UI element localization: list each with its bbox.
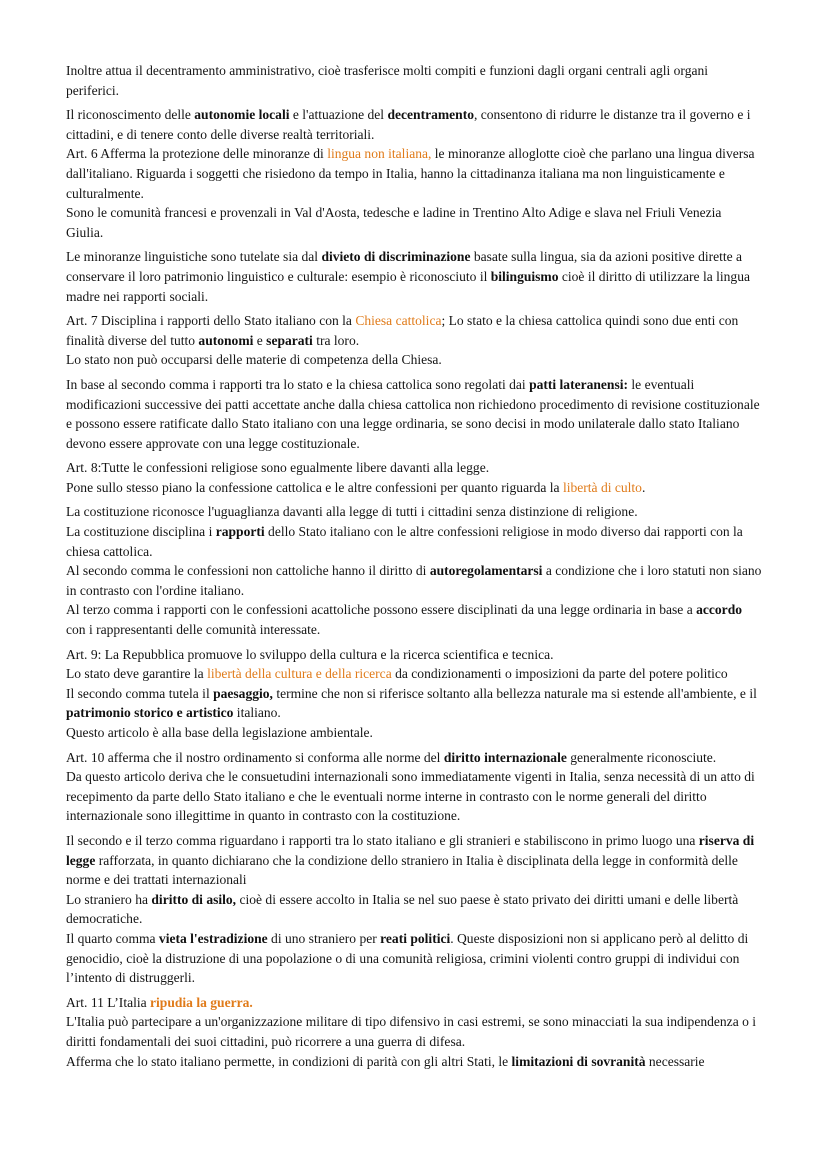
text-run: con i rappresentanti delle comunità interessate.: [66, 622, 321, 638]
highlighted-term: Chiesa cattolica: [355, 313, 442, 329]
text-run: La costituzione riconosce l'uguaglianza davanti alla legge di tutti i cittadini senza distinzione di religione.: [66, 504, 638, 520]
text-run: Art. 7 Disciplina i rapporti dello Stato italiano con la: [66, 313, 356, 329]
highlighted-term: libertà di culto: [562, 479, 642, 495]
paragraph: [66, 247, 762, 306]
text-run: a condizione che i loro statuti non siano in contrasto con l'ordine italiano.: [66, 563, 762, 598]
bold-term: paesaggio,: [213, 685, 273, 701]
text-run: le eventuali modificazioni successive dei patti accettate anche dalla chiesa cattolica non richiedono procedimento di revisione costituzionale e possono essere ratificate dallo Stato italiano con una legge ordinaria, se sono decisi in modo unilaterale dallo stato Italiano devono essere approvate con una legge costituzionale.: [66, 376, 760, 451]
text-run: Pone sullo stesso piano la confessione cattolica e le altre confessioni per quanto riguarda la: [66, 479, 563, 495]
text-run: Afferma che lo stato italiano permette, in condizioni di parità con gli altri Stati, le: [66, 1053, 512, 1069]
paragraph: [66, 502, 762, 639]
paragraph: [66, 993, 762, 1071]
bold-term: decentramento: [387, 107, 474, 123]
text-run: Art. 6 Afferma la protezione delle minoranze di: [66, 146, 328, 162]
text-run: Al secondo comma le confessioni non cattoliche hanno il diritto di: [66, 563, 430, 579]
bold-term: autonomie locali: [194, 107, 290, 123]
text-run: Lo stato non può occuparsi delle materie di competenza della Chiesa.: [66, 352, 442, 368]
text-run: di uno straniero per: [267, 930, 381, 946]
text-run: Al terzo comma i rapporti con le confessioni acattoliche possono essere disciplinati da una legge ordinaria in base a: [66, 602, 697, 618]
bold-term: bilinguismo: [490, 268, 559, 284]
text-run: Questo articolo è alla base della legislazione ambientale.: [66, 725, 373, 740]
text-run: cioè di essere accolto in Italia se nel suo paese è stato privato dei diritti umani e delle libertà democratiche.: [66, 891, 739, 927]
text-run: generalmente riconosciute.: [566, 749, 717, 765]
paragraph: [66, 458, 762, 497]
bold-term: diritto di asilo,: [151, 891, 237, 907]
text-run: Inoltre attua il decentramento amministrativo, cioè trasferisce molti compiti e funzioni dagli organi centrali agli organi periferici.: [66, 63, 709, 98]
text-run: basate sulla lingua, sia da azioni positive dirette a conservare il loro patrimonio linguistico e culturale: esempio è riconosciuto il: [66, 249, 743, 284]
highlighted-term: libertà della cultura e della ricerca: [207, 666, 392, 682]
bold-term: patrimonio storico e artistico: [66, 705, 234, 721]
text-run: dello Stato italiano con le altre confessioni religiose in modo diverso dai rapporti con la chiesa cattolica.: [66, 524, 743, 559]
bold-term: limitazioni di sovranità: [511, 1053, 646, 1069]
text-run: Il secondo comma tutela il: [66, 685, 214, 701]
bold-term: vieta l'estradizione: [158, 930, 268, 946]
bold-term: riserva di legge: [66, 832, 755, 868]
text-run: In base al secondo comma i rapporti tra lo stato e la chiesa cattolica sono regolati dai: [66, 376, 530, 392]
text-run: Le minoranze linguistiche sono tutelate sia dal: [66, 249, 322, 265]
text-run: Art. 8:Tutte le confessioni religiose sono egualmente libere davanti alla legge.: [66, 460, 490, 476]
paragraph: [66, 748, 762, 826]
text-run: Il riconoscimento delle: [66, 107, 195, 123]
bold-term: divieto di discriminazione: [321, 249, 471, 265]
text-run: Lo stato deve garantire la: [66, 666, 208, 682]
text-run: Il quarto comma: [66, 930, 159, 946]
text-run: italiano.: [233, 705, 281, 721]
paragraph: [66, 645, 762, 743]
bold-term: autonomi: [198, 332, 254, 348]
text-run: da condizionamenti o imposizioni da parte del potere politico: [391, 666, 728, 682]
bold-term: patti lateranensi:: [529, 376, 629, 392]
paragraph: [66, 61, 762, 100]
text-run: rafforzata, in quanto dichiarano che la condizione dello straniero in Italia è disciplinata della legge in conformità delle norme e dei trattati internazionali: [66, 852, 738, 888]
bold-term: diritto internazionale: [443, 749, 567, 765]
bold-term: reati politici: [380, 930, 451, 946]
text-run: , consentono di ridurre le distanze tra il governo e i cittadini, e di tenere conto delle diverse realtà territoriali.: [66, 107, 751, 142]
bold-term: rapporti: [215, 524, 265, 540]
bold-term: autoregolamentarsi: [429, 563, 543, 579]
text-run: ; Lo stato e la chiesa cattolica quindi sono due enti con finalità diverse del tutto: [66, 313, 739, 348]
paragraph: [66, 831, 762, 988]
text-run: Il secondo e il terzo comma riguardano i rapporti tra lo stato italiano e gli stranieri e stabiliscono in primo luogo una: [66, 832, 699, 848]
text-run: termine che non si riferisce soltanto alla bellezza naturale ma si estende all'ambiente, e il: [272, 685, 757, 701]
paragraph: [66, 105, 762, 242]
highlighted-term: lingua non italiana,: [327, 146, 432, 162]
text-run: Sono le comunità francesi e provenzali in Val d'Aosta, tedesche e ladine in Trentino Alto Adige e slava nel Friuli Venezia Giulia.: [66, 205, 722, 240]
text-run: Da questo articolo deriva che le consuetudini internazionali sono immediatamente vigenti in Italia, senza necessità di un atto di recepimento da parte dello Stato italiano e che le eventuali norme interne in contrasto con le norme generali del diritto internazionale sono illegittime in quanto in contrasto con la costituzione.: [66, 769, 755, 824]
paragraph: [66, 311, 762, 370]
text-run: Art. 11 L’Italia: [66, 994, 151, 1010]
text-run: Art. 9: La Repubblica promuove lo sviluppo della cultura e la ricerca scientifica e tecnica.: [66, 646, 554, 662]
text-run: L'Italia può partecipare a un'organizzazione militare di tipo difensivo in casi estremi, se sono minacciati la sua indipendenza o i diritti fondamentali dei suoi cittadini, può ricorrere a una guerra di difesa.: [66, 1014, 757, 1049]
text-run: Lo straniero ha: [66, 891, 152, 907]
paragraph: [66, 375, 762, 453]
text-run: le minoranze alloglotte cioè che parlano una lingua diversa dall'italiano. Riguarda i soggetti che risiedono da tempo in Italia, hanno la cittadinanza italiana ma non linguisticamente e culturalmente.: [66, 146, 755, 201]
text-run: La costituzione disciplina i: [66, 524, 216, 540]
text-run: . Queste disposizioni non si applicano però al delitto di genocidio, cioè la distruzione di una popolazione o di una comunità religiosa, crimini violenti contro gruppi di individui con l’intento di distruggerli.: [66, 930, 749, 986]
text-run: Art. 10 afferma che il nostro ordinamento si conforma alle norme del: [66, 749, 444, 765]
text-run: .: [641, 479, 646, 495]
text-run: tra loro.: [312, 332, 360, 348]
text-run: e: [253, 332, 267, 348]
text-run: necessarie: [645, 1053, 705, 1069]
highlighted-term: ripudia la guerra.: [150, 994, 253, 1010]
text-run: cioè il diritto di utilizzare la lingua madre nei rapporti sociali.: [66, 268, 750, 304]
bold-term: separati: [266, 332, 313, 348]
text-run: e l'attuazione del: [289, 107, 388, 123]
bold-term: accordo: [696, 602, 743, 618]
